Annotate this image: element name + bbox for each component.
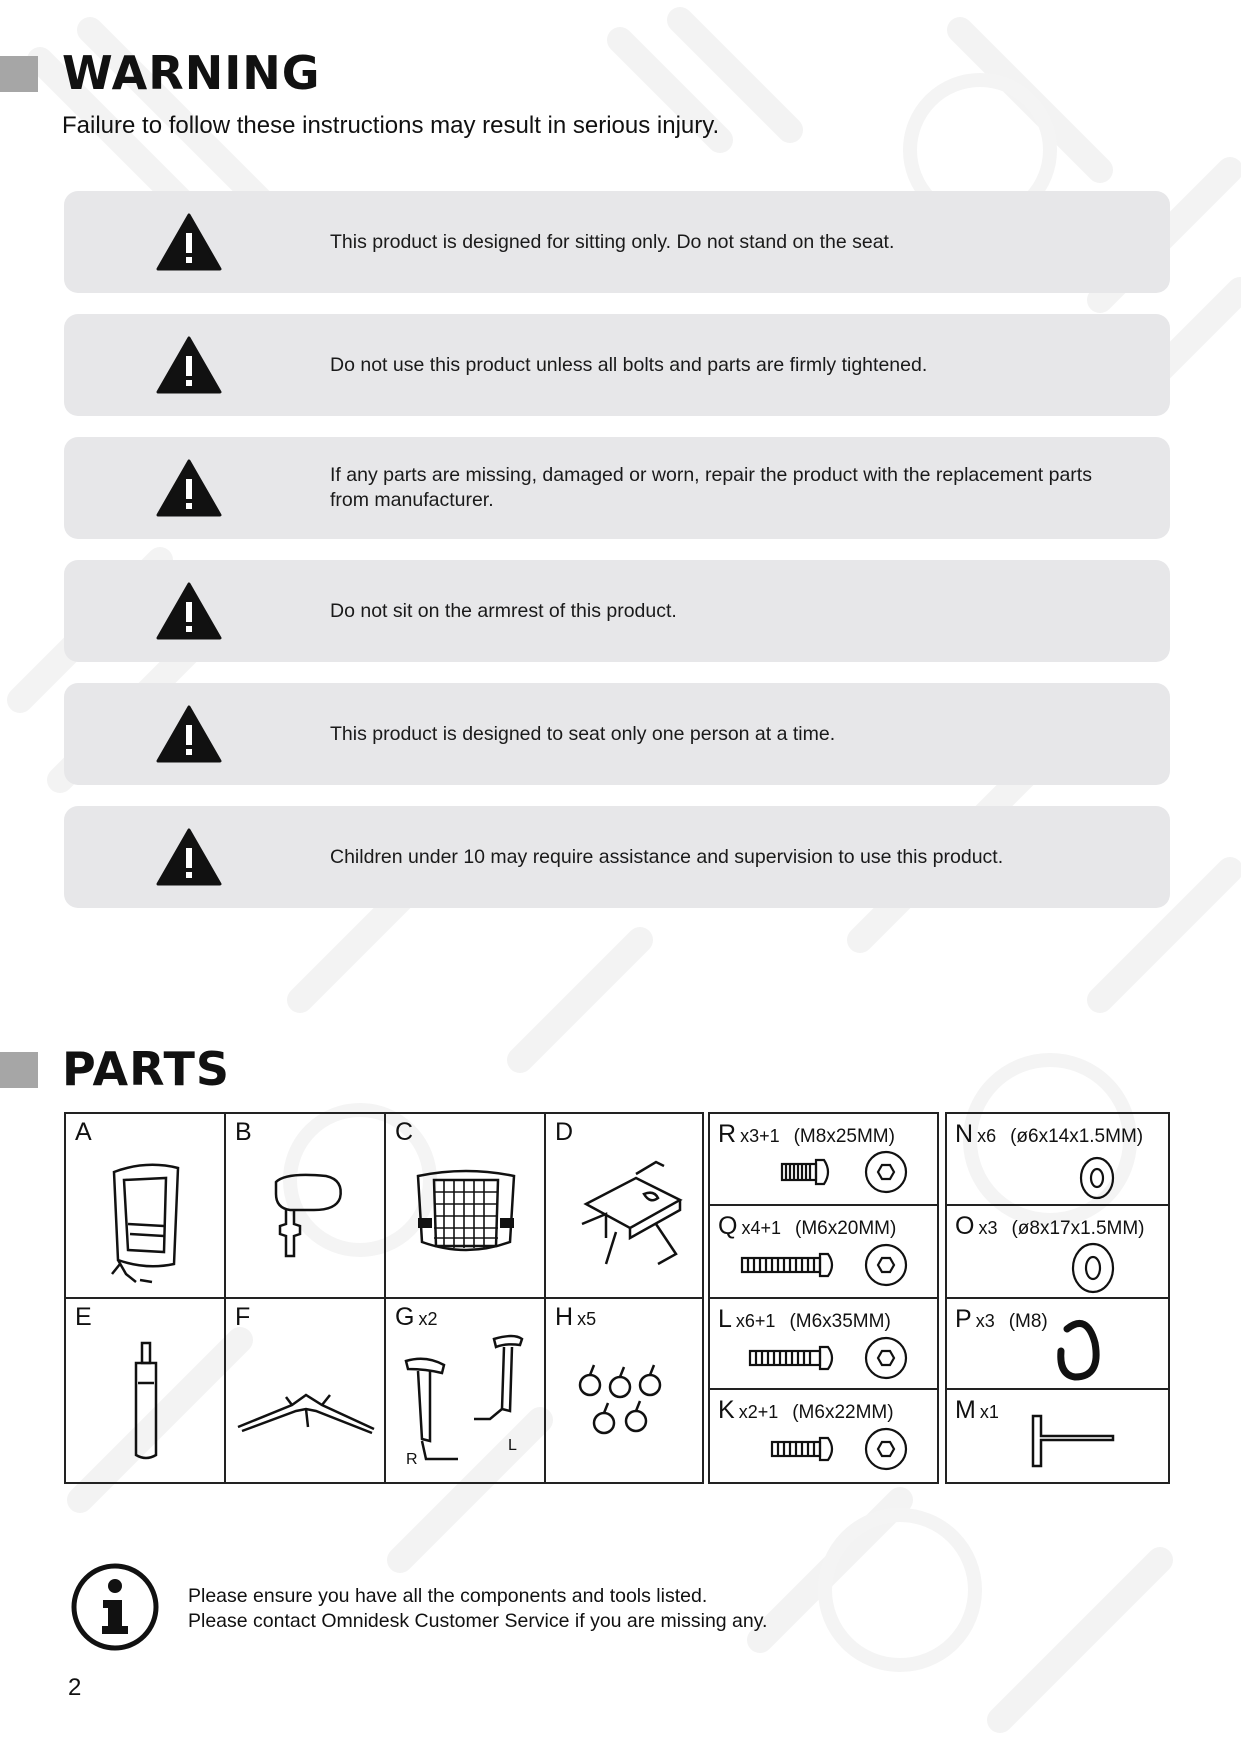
hardware-item-m: [947, 1390, 1168, 1482]
part-letter: H x5: [555, 1303, 597, 1331]
bolt-icon: [710, 1299, 937, 1387]
page-number: 2: [68, 1674, 82, 1701]
part-cell-e: [66, 1299, 226, 1484]
part-quantity: x5: [577, 1309, 597, 1329]
warning-text: Children under 10 may require assistance and supervision to use this product.: [330, 845, 1004, 868]
hardware-quantity: x6: [977, 1126, 997, 1146]
notice-text: [188, 1584, 767, 1634]
washer-icon: [947, 1114, 1168, 1204]
hardware-item-q: [710, 1206, 937, 1296]
part-quantity: x2: [418, 1309, 438, 1329]
warning-title: WARNING: [62, 46, 321, 100]
mechanism-icon: [546, 1114, 706, 1299]
hardware-quantity: x1: [979, 1402, 999, 1422]
hardware-spec: (ø8x17x1.5MM): [1011, 1218, 1145, 1239]
warning-text: This product is designed to seat only one person at a time.: [330, 722, 836, 745]
section-marker: [0, 56, 38, 92]
hardware-letter: Q: [718, 1212, 738, 1240]
part-cell-f: [226, 1299, 386, 1484]
allen-key-icon: [947, 1390, 1168, 1482]
hardware-quantity: x3: [975, 1311, 995, 1331]
parts-title: PARTS: [62, 1042, 230, 1096]
hardware-quantity: x4+1: [741, 1218, 781, 1238]
hardware-box-bolts: [708, 1112, 939, 1484]
part-letter: G x2: [395, 1303, 438, 1331]
hardware-letter: K: [718, 1396, 735, 1424]
hardware-letter: M: [955, 1396, 976, 1424]
backrest-icon: [66, 1114, 226, 1299]
hardware-item-k: [710, 1390, 937, 1482]
warning-item: [64, 314, 1170, 416]
part-cell-d: [546, 1114, 706, 1299]
hardware-spec: (M6x20MM): [795, 1218, 897, 1239]
hardware-letter: O: [955, 1212, 975, 1240]
warning-text: Do not sit on the armrest of this product.: [330, 599, 677, 622]
hardware-letter: P: [955, 1305, 972, 1333]
casters-icon: [546, 1299, 706, 1484]
bolt-icon: [710, 1206, 937, 1296]
warning-triangle-icon: [156, 336, 222, 394]
hardware-item-n: [947, 1114, 1168, 1204]
warning-triangle-icon: [156, 705, 222, 763]
section-marker: [0, 1052, 38, 1088]
hardware-quantity: x2+1: [738, 1402, 779, 1422]
warning-text: If any parts are missing, damaged or worn, repair the product with the replacement parts from manufacturer.: [330, 464, 1092, 511]
warning-item: [64, 683, 1170, 785]
warning-triangle-icon: [156, 213, 222, 271]
hardware-spec: (ø6x14x1.5MM): [1010, 1126, 1144, 1147]
warning-item: [64, 806, 1170, 908]
info-icon: [70, 1562, 160, 1652]
spring-washer-icon: [947, 1299, 1168, 1387]
warning-subtitle: Failure to follow these instructions may result in serious injury.: [62, 112, 720, 139]
hardware-box-washers: [945, 1112, 1170, 1484]
hardware-spec: (M8x25MM): [793, 1126, 895, 1147]
warning-item: [64, 191, 1170, 293]
part-letter: F: [235, 1303, 251, 1331]
part-letter: E: [75, 1303, 92, 1331]
base-icon: [226, 1299, 386, 1484]
warning-text: Do not use this product unless all bolts and parts are firmly tightened.: [330, 353, 928, 376]
bolt-icon: [710, 1114, 937, 1204]
hardware-letter: L: [718, 1305, 732, 1333]
gas-lift-icon: [66, 1299, 226, 1484]
part-cell-c: [386, 1114, 546, 1299]
notice-line: Please contact Omnidesk Customer Service if you are missing any.: [188, 1610, 768, 1632]
hardware-spec: (M6x22MM): [792, 1402, 894, 1423]
hardware-item-p: [947, 1299, 1168, 1387]
seat-icon: [386, 1114, 546, 1299]
armrest-side-label-left: L: [508, 1437, 517, 1454]
bolt-icon: [710, 1390, 937, 1482]
hardware-item-l: [710, 1299, 937, 1387]
warning-triangle-icon: [156, 828, 222, 886]
hardware-spec: (M6x35MM): [789, 1311, 891, 1332]
armrest-side-label-right: R: [406, 1451, 418, 1468]
hardware-spec: (M8): [1008, 1311, 1048, 1332]
part-letter: B: [235, 1118, 252, 1146]
hardware-letter: R: [718, 1120, 737, 1148]
part-letter: D: [555, 1118, 574, 1146]
headrest-icon: [226, 1114, 386, 1299]
part-letter: A: [75, 1118, 92, 1146]
hardware-item-o: [947, 1206, 1168, 1296]
part-cell-g: [386, 1299, 546, 1484]
warning-item: [64, 437, 1170, 539]
hardware-quantity: x3+1: [740, 1126, 780, 1146]
hardware-letter: N: [955, 1120, 974, 1148]
components-grid: [64, 1112, 704, 1484]
part-cell-b: [226, 1114, 386, 1299]
warning-triangle-icon: [156, 582, 222, 640]
hardware-quantity: x3: [978, 1218, 998, 1238]
part-letter: C: [395, 1118, 414, 1146]
warning-item: [64, 560, 1170, 662]
part-cell-a: [66, 1114, 226, 1299]
warning-text: This product is designed for sitting only. Do not stand on the seat.: [330, 230, 895, 253]
hardware-quantity: x6+1: [735, 1311, 776, 1331]
part-cell-h: [546, 1299, 706, 1484]
washer-icon: [947, 1206, 1168, 1296]
hardware-item-r: [710, 1114, 937, 1204]
notice-line: Please ensure you have all the components and tools listed.: [188, 1585, 708, 1607]
warning-triangle-icon: [156, 459, 222, 517]
